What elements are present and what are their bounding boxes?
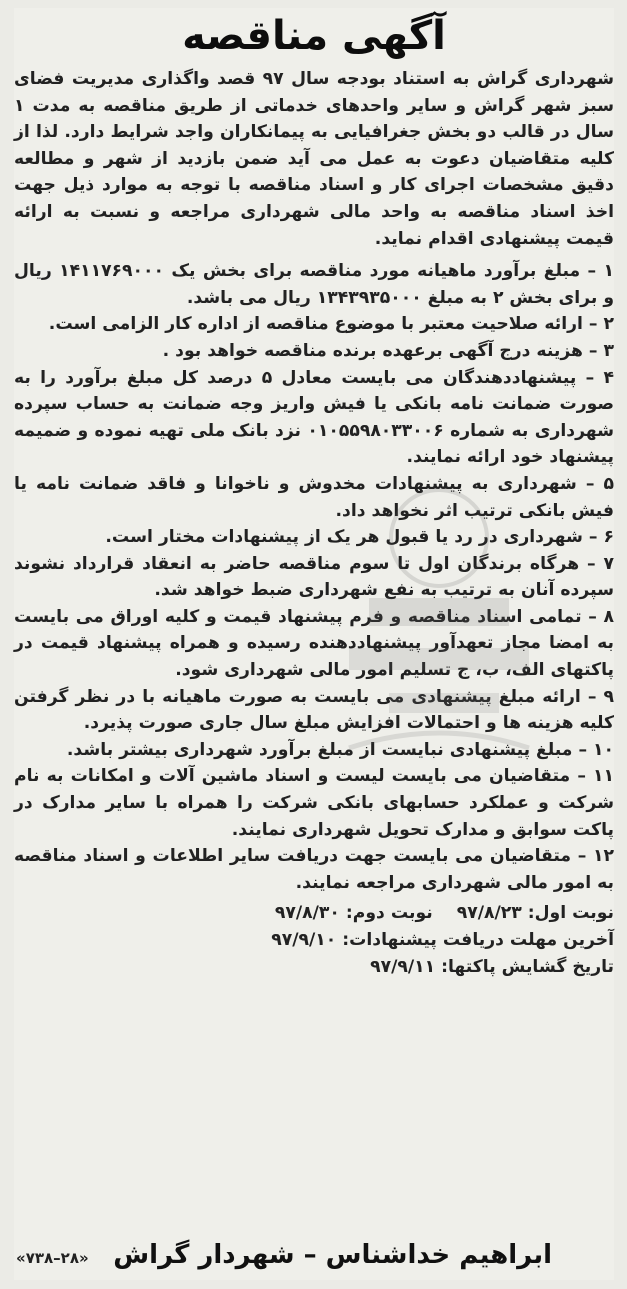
notice-title: آگهی مناقصه [182,13,446,59]
condition-item [14,311,614,338]
condition-item [14,551,614,604]
condition-text: مبلغ برآورد ماهیانه مورد مناقصه برای بخش یک ۱۴۱۱۷۶۹۰۰۰ ریال و برای بخش ۲ به مبلغ ۱۳۴۳۹۳۵۰۰۰ ریال می باشد. [14,261,614,308]
deadline-row [14,927,614,954]
condition-number: ۹ – [587,686,614,707]
condition-number: ۶ – [588,527,614,548]
condition-number: ۳ – [588,340,614,361]
condition-text: شهرداری به پیشنهادات مخدوش و ناخوانا و فاقد ضمانت نامه یا فیش بانکی ترتیب اثر نخواهد داد. [14,473,614,521]
signature: ابراهیم خداشناس – شهردار گراش [113,1240,552,1270]
footer [14,1240,614,1270]
condition-item [14,843,614,896]
condition-item [14,604,614,684]
condition-item [14,338,614,365]
dates-block [14,900,614,981]
condition-number: ۲ – [588,314,614,335]
opening-label: تاریخ گشایش پاکتها: [441,957,614,978]
notice-intro: شهرداری گراش به استناد بودجه سال ۹۷ قصد واگذاری مدیریت فضای سبز شهر گراش و سایر واحدهای خدماتی از طریق مناقصه به مدت ۱ سال در قالب دو بخش جغرافیایی به پیمانکاران واجد شرایط دارد. لذا از کلیه متقاضیان دعوت به عمل می آید ضمن بازدید از شهر و مطالعه دقیق مشخصات اجرای کار و اسناد مناقصه با توجه به موارد ذیل جهت اخذ اسناد مناقصه به واحد مالی شهرداری مراجعه و نسبت به ارائه قیمت پیشنهادی اقدام نماید. [14,69,614,249]
opening-date: ۹۷/۹/۱۱ [370,957,436,978]
first-publication-label: نوبت اول: [527,903,614,924]
condition-number: ۷ – [587,553,615,574]
publication-dates-row [14,900,614,927]
condition-text: مبلغ پیشنهادی نبایست از مبلغ برآورد شهرداری بیشتر باشد. [66,739,573,760]
condition-item [14,763,614,843]
condition-item [14,524,614,551]
condition-number: ۱۲ – [577,846,615,867]
condition-text: شهرداری در رد یا قبول هر یک از پیشنهادات مختار است. [105,527,583,548]
condition-text: ارائه صلاحیت معتبر با موضوع مناقصه از اداره کار الزامی است. [48,314,583,335]
tender-notice [14,8,614,1280]
condition-item [14,737,614,764]
condition-number: ۱۰ – [578,739,614,760]
opening-row [14,954,614,981]
condition-text: متقاضیان می بایست جهت دریافت سایر اطلاعات و اسناد مناقصه به امور مالی شهرداری مراجعه نمایند. [14,846,614,893]
reference-code: «۲۸–۷۳۸» [16,1249,89,1267]
conditions-list [14,258,614,896]
condition-text: پیشنهاددهندگان می بایست معادل ۵ درصد کل مبلغ برآورد را به صورت ضمانت نامه بانکی یا فیش واریز وجه ضمانت به حساب سپرده شهرداری به شماره ۰۱۰۵۵۹۸۰۳۳۰۰۶ نزد بانک ملی تهیه نموده و ضمیمه پیشنهاد خود ارائه نمایند. [14,367,615,468]
second-publication-label: نوبت دوم: [345,903,433,924]
condition-item [14,684,614,737]
condition-text: هزینه درج آگهی برعهده برنده مناقصه خواهد بود . [162,340,583,361]
condition-text: متقاضیان می بایست لیست و اسناد ماشین آلات و امکانات به نام شرکت و عملکرد حسابهای بانکی شرکت را همراه با سایر مدارک در پاکت سوابق و مدارک تحویل شهرداری نمایند. [14,766,614,840]
condition-text: ارائه مبلغ پیشنهادی می بایست به صورت ماهیانه با در نظر گرفتن کلیه هزینه ها و احتمالات افزایش مبلغ سال جاری صورت پذیرد. [14,686,614,734]
condition-text: تمامی اسناد مناقصه و فرم پیشنهاد قیمت و کلیه اوراق می بایست به امضا مجاز تعهدآور پیشنهاددهنده رسیده و همراه پیشنهاد قیمت در پاکتهای الف، ب، ج تسلیم امور مالی شهرداری شود. [14,606,614,681]
deadline-date: ۹۷/۹/۱۰ [271,930,337,951]
second-publication-date: ۹۷/۸/۳۰ [274,903,340,924]
condition-item [14,258,614,311]
condition-number: ۱ – [587,261,615,282]
condition-item [14,471,614,524]
condition-number: ۴ – [585,367,615,388]
condition-text: هرگاه برندگان اول تا سوم مناقصه حاضر به انعقاد قرارداد نشوند سپرده آنان به ترتیب به نفع شهرداری ضبط خواهد شد. [14,553,614,601]
condition-item [14,365,614,471]
first-publication-date: ۹۷/۸/۲۳ [456,903,522,924]
condition-number: ۱۱ – [577,766,615,787]
condition-number: ۸ – [588,606,614,627]
deadline-label: آخرین مهلت دریافت پیشنهادات: [342,930,614,951]
condition-number: ۵ – [585,473,614,494]
